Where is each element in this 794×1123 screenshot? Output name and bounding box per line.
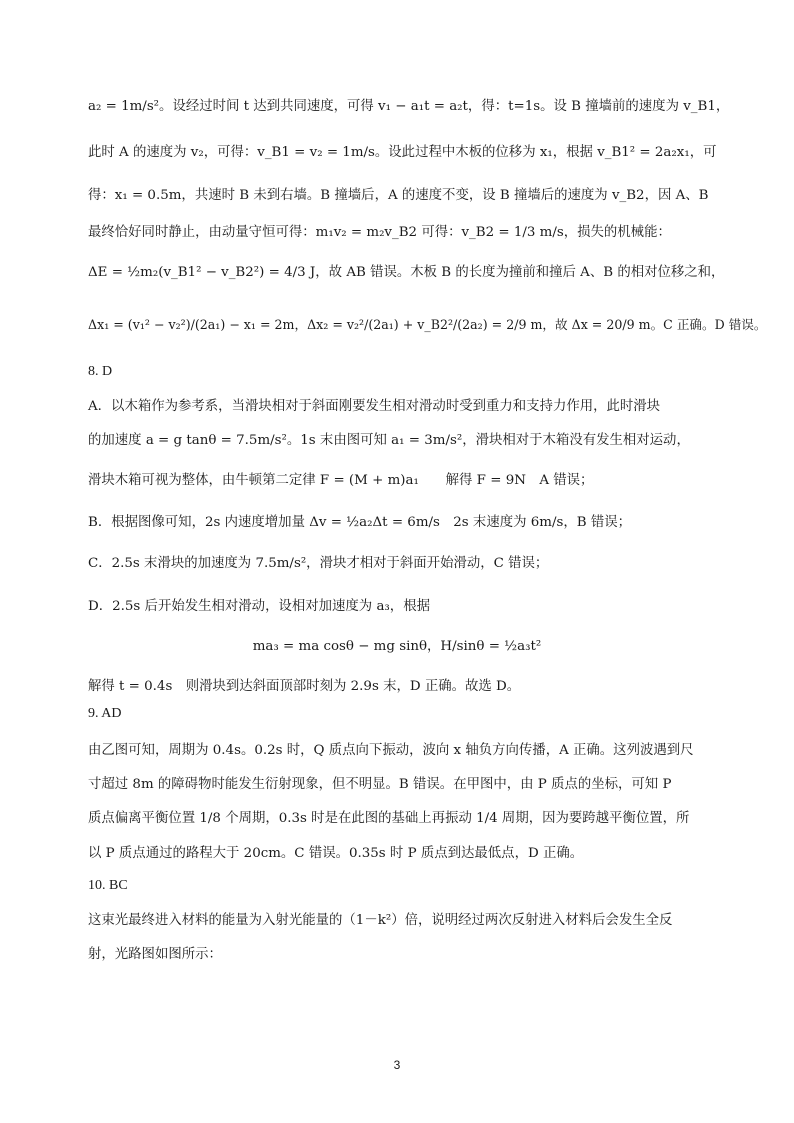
text-line: a₂ = 1m/s²。设经过时间 t 达到共同速度，可得 v₁ − a₁t = a₂t，得：t=1s。设 B 撞墙前的速度为 v_B1， — [88, 99, 730, 114]
question-number: 10. BC — [88, 878, 128, 893]
text-line: 最终恰好同时静止，由动量守恒可得：m₁v₂ = m₂v_B2 可得：v_B2 = 1/3 m/s，损失的机械能： — [88, 225, 671, 240]
page-number: 3 — [393, 1058, 401, 1072]
text-line: ΔE = ½m₂(v_B1² − v_B2²) = 4/3 J，故 AB 错误。木板 B 的长度为撞前和撞后 A、B 的相对位移之和， — [88, 265, 725, 280]
text-line: 得：x₁ = 0.5m，共速时 B 未到右墙。B 撞墙后，A 的速度不变，设 B 撞墙后的速度为 v_B2，因 A、B — [88, 188, 709, 203]
text-line: 寸超过 8m 的障碍物时能发生衍射现象，但不明显。B 错误。在甲图中，由 P 质点的坐标，可知 P — [88, 777, 672, 792]
text-line: C．2.5s 末滑块的加速度为 7.5m/s²，滑块才相对于斜面开始滑动，C 错误； — [88, 556, 549, 571]
text-line: 射，光路图如图所示： — [88, 947, 222, 962]
text-line: A．以木箱作为参考系，当滑块相对于斜面刚要发生相对滑动时受到重力和支持力作用，此时滑块 — [88, 399, 661, 414]
text-line: 此时 A 的速度为 v₂，可得：v_B1 = v₂ = 1m/s。设此过程中木板的位移为 x₁，根据 v_B1² = 2a₂x₁，可 — [88, 145, 717, 160]
text-line: B．根据图像可知，2s 内速度增加量 Δv = ½a₂Δt = 6m/s 2s 末速度为 6m/s，B 错误； — [88, 515, 632, 530]
question-number: 8. D — [88, 364, 113, 379]
text-line: 以 P 质点通过的路程大于 20cm。C 错误。0.35s 时 P 质点到达最低点，D 正确。 — [88, 846, 584, 861]
text-line: 由乙图可知，周期为 0.4s。0.2s 时，Q 质点向下振动，波向 x 轴负方向传播，A 正确。这列波遇到尺 — [88, 743, 694, 758]
text-line: D．2.5s 后开始发生相对滑动，设相对加速度为 a₃，根据 — [88, 599, 430, 614]
text-line: Δx₁ = (v₁² − v₂²)/(2a₁) − x₁ = 2m，Δx₂ = v₂²/(2a₁) + v_B2²/(2a₂) = 2/9 m，故 Δx = 20/9 m。C 正确。D 错误。 — [88, 317, 767, 332]
formula-line: ma₃ = ma cosθ − mg sinθ，H/sinθ = ½a₃t² — [252, 639, 542, 654]
text-line: 滑块木箱可视为整体，由牛顿第二定律 F = (M + m)a₁ 解得 F = 9N A 错误； — [88, 473, 594, 488]
text-line: 解得 t = 0.4s 则滑块到达斜面顶部时刻为 2.9s 末，D 正确。故选 D。 — [88, 679, 521, 694]
text-line: 的加速度 a = g tanθ = 7.5m/s²。1s 末由图可知 a₁ = 3m/s²，滑块相对于木箱没有发生相对运动， — [88, 433, 690, 448]
question-number: 9. AD — [88, 706, 122, 721]
text-line: 这束光最终进入材料的能量为入射光能量的（1－k²）倍，说明经过两次反射进入材料后会发生全反 — [88, 913, 673, 928]
text-line: 质点偏离平衡位置 1/8 个周期，0.3s 时是在此图的基础上再振动 1/4 周期，因为要跨越平衡位置，所 — [88, 811, 690, 826]
